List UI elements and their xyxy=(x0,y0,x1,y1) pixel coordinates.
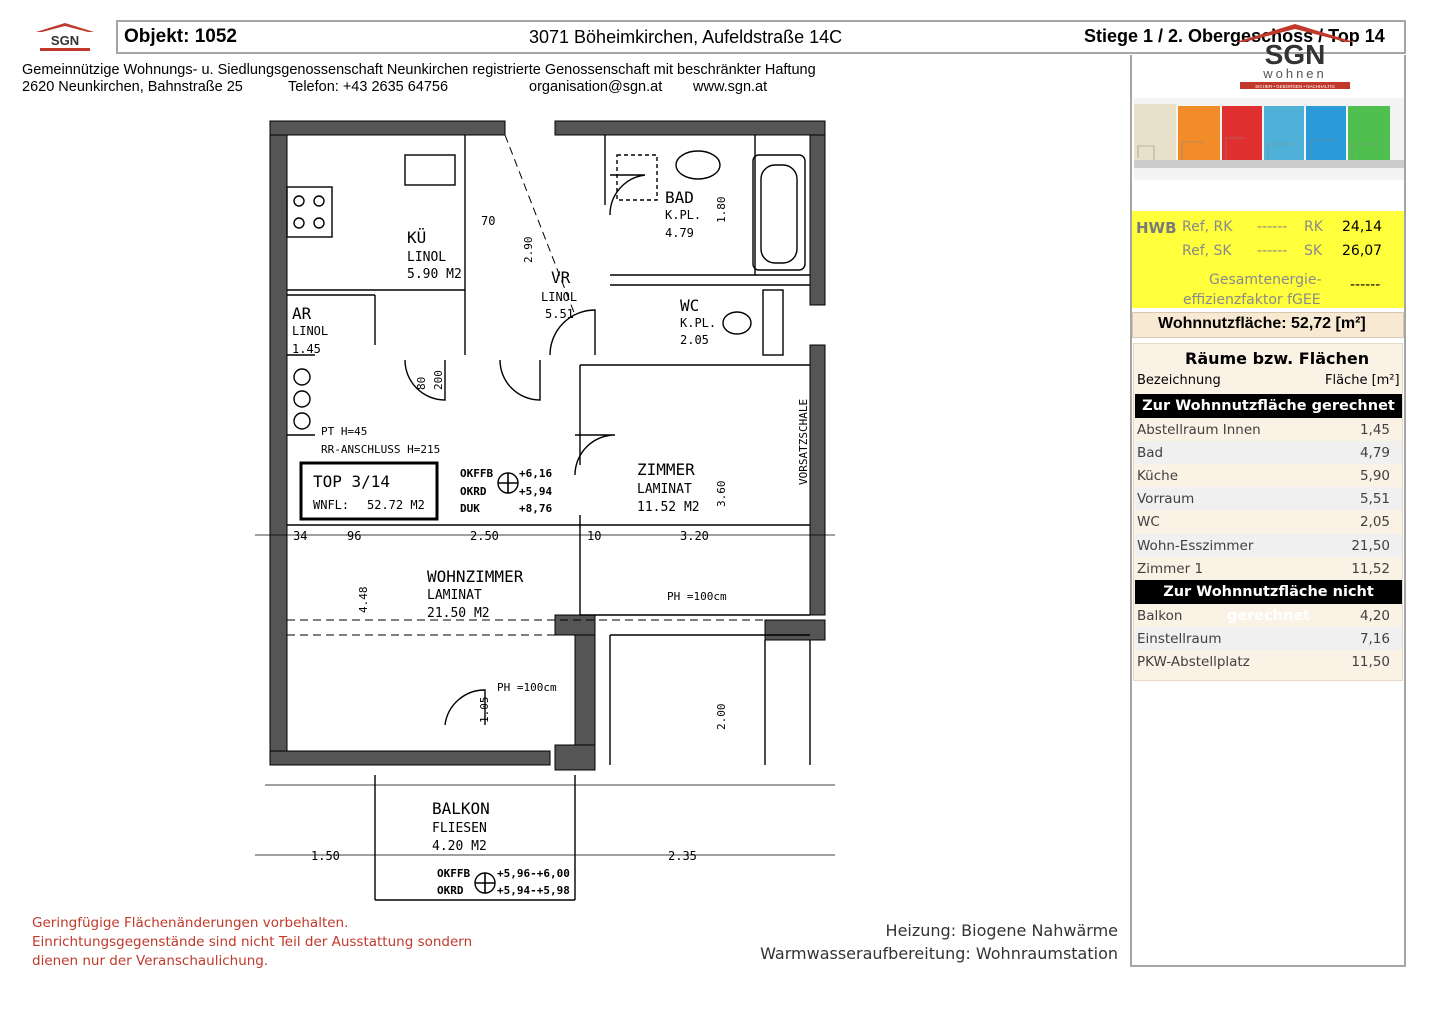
plan-floor-ku: LINOL xyxy=(407,250,447,265)
plan-area-balkon: 4.20 M2 xyxy=(432,839,487,854)
plan-dim-448: 4.48 xyxy=(357,586,370,613)
table-row: Vorraum 5,51 xyxy=(1135,487,1402,510)
plan-floor-bad: K.PL. xyxy=(665,208,702,222)
plan-dim-200b: 200 xyxy=(432,370,445,390)
table-row: Bad 4,79 xyxy=(1135,441,1402,464)
hot-water-info: Warmwasseraufbereitung: Wohnraumstation xyxy=(760,944,1118,963)
table-row: Wohn-Esszimmer 21,50 xyxy=(1135,534,1402,557)
plan-level-1: +6,16 xyxy=(519,467,553,480)
plan-dim-70: 70 xyxy=(481,214,496,228)
plan-label-vr: VR xyxy=(551,268,571,287)
plan-label-wc: WC xyxy=(680,296,700,315)
section-heading-not-counted: Zur Wohnnutzfläche nicht gerechnet xyxy=(1135,580,1402,604)
plan-floor-vr: LINOL xyxy=(541,290,578,304)
plan-label-bad: BAD xyxy=(665,188,694,207)
rooms-title: Räume bzw. Flächen xyxy=(1185,349,1370,368)
organisation-name: Gemeinnützige Wohnungs- u. Siedlungsgenossenschaft Neunkirchen registrierte Genossenschaft mit beschränkter Haftung xyxy=(22,62,816,78)
plan-dim-250: 2.50 xyxy=(470,529,499,543)
plan-top-label: TOP 3/14 xyxy=(313,472,391,491)
hwb-dash-rk: ------ xyxy=(1257,219,1288,235)
organisation-phone: Telefon: +43 2635 64756 xyxy=(288,79,449,95)
plan-okrd: OKRD xyxy=(460,485,487,498)
plan-area-zimmer: 11.52 M2 xyxy=(637,500,700,515)
note-furnishing-2: dienen nur der Veranschaulichung. xyxy=(32,953,269,969)
plan-level-3: +8,76 xyxy=(519,502,553,515)
plan-duk: DUK xyxy=(460,502,480,515)
unit-location: Stiege 1 / 2. Obergeschoss / Top 14 xyxy=(1084,26,1385,46)
energy-box xyxy=(1132,211,1404,308)
plan-balkon-level-2: +5,94-+5,98 xyxy=(497,884,570,897)
heating-info: Heizung: Biogene Nahwärme xyxy=(885,921,1118,940)
plan-dim-150: 1.50 xyxy=(311,849,340,863)
section-heading-counted: Zur Wohnnutzfläche gerechnet xyxy=(1135,394,1402,418)
plan-okffb: OKFFB xyxy=(460,467,494,480)
note-area-changes: Geringfügige Flächenänderungen vorbehalten. xyxy=(32,915,349,931)
plan-dim-96: 96 xyxy=(347,529,362,543)
plan-dim-235: 2.35 xyxy=(668,849,697,863)
sgn-logo xyxy=(1236,22,1354,92)
fgee-label-2: effizienzfaktor fGEE xyxy=(1183,292,1321,308)
plan-dim-80: 80 xyxy=(415,376,428,390)
plan-area-vr: 5.51 xyxy=(545,307,574,321)
plan-area-bad: 4.79 xyxy=(665,226,694,240)
plan-dim-360: 3.60 xyxy=(715,480,728,507)
plan-level-2: +5,94 xyxy=(519,485,553,498)
plan-floor-ar: LINOL xyxy=(292,324,329,338)
hwb-ref-sk: Ref, SK xyxy=(1182,243,1232,259)
table-row: PKW-Abstellplatz 11,50 xyxy=(1137,654,1390,670)
plan-dim-34: 34 xyxy=(293,529,308,543)
plan-label-ku: KÜ xyxy=(407,228,427,247)
plan-area-wc: 2.05 xyxy=(680,333,709,347)
plan-ph-wohn: PH =100cm xyxy=(497,681,557,694)
column-header-area: Fläche [m²] xyxy=(1325,373,1400,388)
plan-area-ku: 5.90 M2 xyxy=(407,267,462,282)
floor-plan xyxy=(255,115,835,910)
plan-balkon-okffb: OKFFB xyxy=(437,867,471,880)
plan-area-ar: 1.45 xyxy=(292,342,321,356)
sgn-logo-small xyxy=(30,20,100,54)
logo-text: SGN xyxy=(1264,39,1326,70)
hwb-ref-rk: Ref, RK xyxy=(1182,219,1233,235)
plan-label-ar: AR xyxy=(292,304,312,323)
organisation-email[interactable]: organisation@sgn.at xyxy=(529,79,663,95)
hwb-sk-value: 26,07 xyxy=(1342,243,1383,259)
hwb-sk-label: SK xyxy=(1304,243,1323,259)
plan-dim-320: 3.20 xyxy=(680,529,709,543)
plan-balkon-level-1: +5,96-+6,00 xyxy=(497,867,570,880)
logo-subtext: wohnen xyxy=(1263,66,1327,81)
table-row: WC 2,05 xyxy=(1137,514,1390,530)
plan-balkon-okrd: OKRD xyxy=(437,884,464,897)
note-furnishing-1: Einrichtungsgegenstände sind nicht Teil der Ausstattung sondern xyxy=(32,934,473,950)
plan-pt: PT H=45 xyxy=(321,425,368,438)
hwb-label: HWB xyxy=(1136,219,1177,237)
plan-floor-wc: K.PL. xyxy=(680,316,717,330)
organisation-web[interactable]: www.sgn.at xyxy=(693,79,768,95)
fgee-value: ------ xyxy=(1350,277,1381,293)
table-row: Abstellraum Innen 1,45 xyxy=(1137,422,1390,438)
plan-dim-10: 10 xyxy=(587,529,602,543)
plan-dim-290: 2.90 xyxy=(522,236,535,263)
plan-floor-balkon: FLIESEN xyxy=(432,821,487,836)
plan-rr: RR-ANSCHLUSS H=215 xyxy=(321,443,441,456)
plan-floor-wohn: LAMINAT xyxy=(427,588,482,603)
table-row: Küche 5,90 xyxy=(1137,468,1390,484)
plan-label-balkon: BALKON xyxy=(432,799,490,818)
fgee-label-1: Gesamtenergie- xyxy=(1209,272,1322,288)
plan-area-wohn: 21.50 M2 xyxy=(427,606,490,621)
plan-dim-105: 1.05 xyxy=(478,696,491,723)
hwb-rk-label: RK xyxy=(1304,219,1323,235)
table-row: Balkon 4,20 xyxy=(1137,608,1390,624)
plan-ph-zimmer: PH =100cm xyxy=(667,590,727,603)
hwb-rk-value: 24,14 xyxy=(1342,219,1383,235)
building-overview-image xyxy=(1134,98,1404,180)
plan-dim-180: 1.80 xyxy=(715,196,728,223)
small-logo-text: SGN xyxy=(50,33,80,48)
objekt-number: Objekt: 1052 xyxy=(124,26,237,47)
plan-label-wohn: WOHNZIMMER xyxy=(427,567,524,586)
column-header-name: Bezeichnung xyxy=(1137,373,1221,388)
plan-vorsatzschale: VORSATZSCHALE xyxy=(797,398,810,485)
wohnnutzflaeche-total: Wohnnutzfläche: 52,72 [m²] xyxy=(1158,315,1366,332)
logo-tagline: SICHER • GEBORGEN • NACHHALTIG xyxy=(1255,84,1335,89)
table-row: Einstellraum 7,16 xyxy=(1135,627,1402,650)
plan-dim-200: 2.00 xyxy=(715,703,728,730)
organisation-address: 2620 Neunkirchen, Bahnstraße 25 xyxy=(22,79,243,95)
table-row: Zimmer 1 11,52 xyxy=(1137,561,1390,577)
plan-floor-zimmer: LAMINAT xyxy=(637,482,692,497)
hwb-dash-sk: ------ xyxy=(1257,243,1288,259)
plan-label-zimmer: ZIMMER xyxy=(637,460,695,479)
plan-wnfl-label: WNFL: xyxy=(313,498,350,512)
property-address: 3071 Böheimkirchen, Aufeldstraße 14C xyxy=(529,27,843,47)
plan-wnfl-value: 52.72 M2 xyxy=(367,498,425,512)
